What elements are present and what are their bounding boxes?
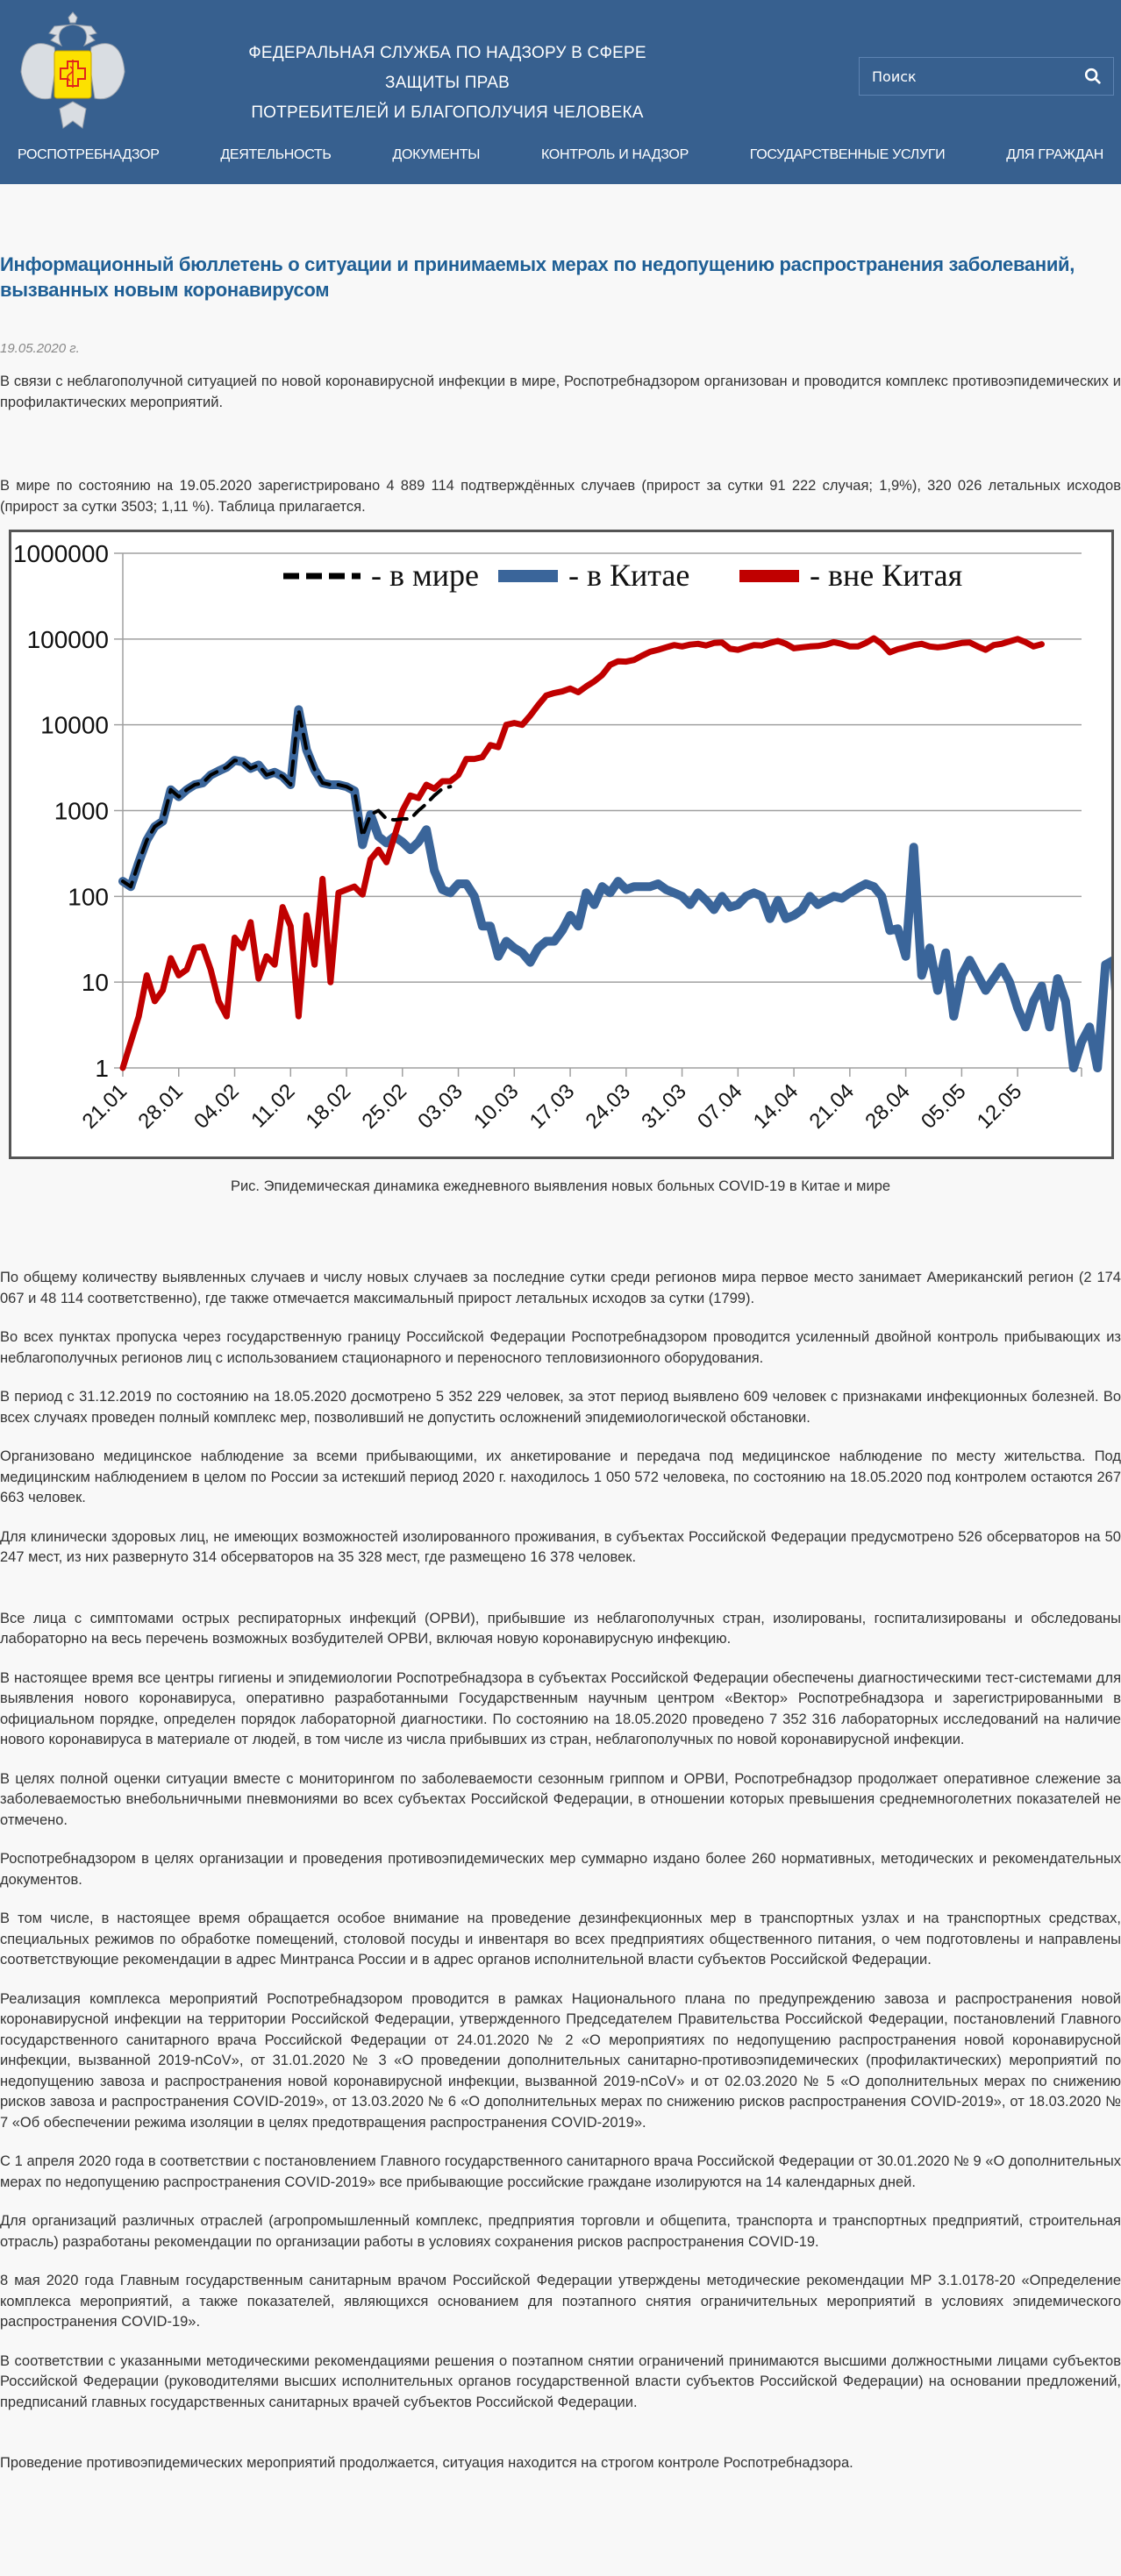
paragraph: Организовано медицинское наблюдение за всеми прибывающими, их анкетирование и передача под медицинское наблюдение по месту жительства. Под медицинским наблюдением в целом по России за истекший период 2020 г. находилось 1 050 572 человека, по состоянию на 18.05.2020 под контролем остаются 267 663 человек.	[0, 1448, 1121, 1505]
x-tick-label: 28.04	[860, 1079, 915, 1134]
x-tick-label: 14.04	[748, 1079, 803, 1134]
paragraph: Для клинически здоровых лиц, не имеющих возможностей изолированного проживания, в субъектах Российской Федерации предусмотрено 526 обсерваторов на 50 247 мест, из них развернуто 314 обсерваторов на 35 328 мест, где размещено 16 378 человек.	[0, 1528, 1121, 1565]
paragraph-intro: В связи с неблагополучной ситуацией по новой коронавирусной инфекции в мире, Роспотребнадзором организован и проводится комплекс противоэпидемических и профилактических мероприятий.	[0, 374, 1121, 410]
paragraph: С 1 апреля 2020 года в соответствии с постановлением Главного государственного санитарного врача Российской Федерации от 30.01.2020 № 9 «О дополнительных мерах по недопущению распространения COVID-2019» все прибывающие российские граждане изолируются на 14 календарных дней.	[0, 2153, 1121, 2190]
legend-label: - в мире	[371, 558, 480, 593]
x-tick-label: 18.02	[301, 1079, 356, 1134]
series-line-china	[123, 709, 1111, 1068]
search-box	[859, 57, 1114, 96]
article	[0, 184, 1121, 2501]
x-tick-label: 04.02	[189, 1079, 244, 1134]
chart-caption: Рис. Эпидемическая динамика ежедневного выявления новых больных COVID-19 в Китае и мире	[230, 1178, 891, 1194]
epidemic-chart	[9, 530, 1114, 1159]
x-tick-label: 24.03	[581, 1079, 636, 1134]
y-tick-label: 100000	[26, 625, 109, 653]
x-tick-label: 31.03	[637, 1079, 691, 1134]
site-header	[0, 0, 1121, 184]
x-tick-label: 03.03	[413, 1079, 468, 1134]
y-tick-label: 1000	[54, 797, 109, 825]
paragraph: В соответствии с указанными методическими рекомендациями решения о поэтапном снятии ограничений принимаются высшими должностными лицами субъектов Российской Федерации (руководителями высших исполнительных органов государственной власти субъектов Российской Федерации) на основании предложений, предписаний главных государственных санитарных врачей субъектов Российской Федерации.	[0, 2352, 1121, 2410]
x-tick-label: 07.04	[693, 1079, 747, 1134]
main-nav	[0, 147, 1121, 163]
paragraph: Для организаций различных отраслей (агропромышленный комплекс, предприятия торговли и общепита, транспорта и транспортных предприятий, строительная отрасль) разработаны рекомендации по организации работы в условиях сохранения рисков распространения COVID-19.	[0, 2213, 1121, 2250]
y-tick-label: 10	[81, 969, 109, 997]
chart-svg	[11, 532, 1111, 1156]
paragraph: Все лица с симптомами острых респираторных инфекций (ОРВИ), прибывшие из неблагополучных стран, изолированы, госпитализированы и обследованы лабораторно на весь перечень возможных возбудителей ОРВИ, включая новую коронавирусную инфекцию.	[0, 1610, 1121, 1647]
paragraph: Реализация комплекса мероприятий Роспотребнадзором проводится в рамках Национального плана по предупреждению завоза и распространения новой коронавирусной инфекции на территории Российской Федерации, утвержденного Председателем Правительства Российской Федерации, постановлений Главного государственного санитарного врача Российской Федерации от 24.01.2020 № 2 «О мероприятиях по недопущению распространения новой коронавирусной инфекции, вызванной 2019-nCoV», от 31.01.2020 № 3 «О проведении дополнительных санитарно-противоэпидемических (профилактических) мероприятий по недопущению завоза и распространения новой коронавирусной инфекции, вызванной 2019-nCoV» и от 02.03.2020 № 5 «О дополнительных мерах по снижению рисков завоза и распространения COVID-2019», от 13.03.2020 № 6 «О дополнительных мерах по снижению рисков распространения COVID-2019», от 18.03.2020 № 7 «Об обеспечении режима изоляции в целях предотвращения распространения COVID-2019».	[0, 1990, 1121, 2131]
x-tick-label: 25.02	[357, 1079, 412, 1134]
paragraph-world-stats: В мире по состоянию на 19.05.2020 зарегистрировано 4 889 114 подтверждённых случаев (прирост за сутки 91 222 случая; 1,9%), 320 026 летальных исходов (прирост за сутки 3503; 1,11 %). Таблица прилагается.	[0, 478, 1121, 515]
x-tick-label: 28.01	[133, 1079, 189, 1134]
nav-item-citizens[interactable]: ДЛЯ ГРАЖДАН	[1006, 147, 1103, 162]
y-tick-label: 100	[68, 883, 109, 911]
paragraph: В период с 31.12.2019 по состоянию на 18.05.2020 досмотрено 5 352 229 человек, за этот период выявлено 609 человек с признаками инфекционных болезней. Во всех случаях проведен полный комплекс мер, позволивший не допустить осложнений эпидемиологической обстановки.	[0, 1389, 1121, 1426]
x-tick-label: 12.05	[972, 1079, 1027, 1134]
nav-item-rospotrebnadzor[interactable]: РОСПОТРЕБНАДЗОР	[18, 147, 160, 162]
publish-date: 19.05.2020 г.	[0, 341, 80, 356]
org-title-line-2: ПОТРЕБИТЕЛЕЙ И БЛАГОПОЛУЧИЯ ЧЕЛОВЕКА	[251, 103, 644, 122]
emblem-icon[interactable]	[16, 11, 130, 133]
x-tick-label: 21.04	[804, 1079, 860, 1134]
page-title: Информационный бюллетень о ситуации и принимаемых мерах по недопущению распространения заболеваний, вызванных новым коронавирусом	[0, 253, 1075, 301]
x-tick-label: 17.03	[525, 1079, 580, 1134]
x-tick-label: 11.02	[246, 1079, 300, 1133]
y-tick-label: 1	[95, 1055, 109, 1082]
paragraph: В том числе, в настоящее время обращается особое внимание на проведение дезинфекционных мер в транспортных узлах и на транспортных средствах, специальных режимов по обработке помещений, столовой посуды и инвентаря во всех предприятиях общественного питания, о чем подготовлены и направлены соответствующие рекомендации в адрес Минтранса России и в адрес органов исполнительной власти субъектов Российской Федерации.	[0, 1911, 1121, 1968]
search-icon[interactable]	[1083, 67, 1103, 86]
legend-label: - вне Китая	[810, 558, 963, 593]
search-input[interactable]	[870, 68, 1083, 86]
nav-item-documents[interactable]: ДОКУМЕНТЫ	[392, 147, 481, 162]
org-title	[219, 39, 675, 128]
x-tick-label: 10.03	[468, 1079, 524, 1134]
legend-label: - в Китае	[568, 558, 690, 593]
x-tick-label: 21.01	[77, 1079, 132, 1134]
paragraph: 8 мая 2020 года Главным государственным санитарным врачом Российской Федерации утверждены методические рекомендации МР 3.1.0178-20 «Определение комплекса мероприятий, а также показателей, являющихся основанием для поэтапного снятия ограничительных мероприятий в условиях эпидемического распространения COVID-19».	[0, 2273, 1121, 2330]
paragraph: Во всех пунктах пропуска через государственную границу Российской Федерации Роспотребнадзором проводится усиленный двойной контроль прибывающих из неблагополучных регионов лиц с использованием стационарного и переносного тепловизионного оборудования.	[0, 1329, 1121, 1366]
org-title-line-1: ФЕДЕРАЛЬНАЯ СЛУЖБА ПО НАДЗОРУ В СФЕРЕ ЗАЩИТЫ ПРАВ	[248, 44, 646, 92]
paragraph: В целях полной оценки ситуации вместе с мониторингом по заболеваемости сезонным гриппом и ОРВИ, Роспотребнадзор продолжает оперативное слежение за заболеваемостью внебольничными пневмониями во всех субъектах Российской Федерации, в отношении которых превышения среднемноголетних показателей не отмечено.	[0, 1770, 1121, 1828]
nav-item-control[interactable]: КОНТРОЛЬ И НАДЗОР	[540, 147, 689, 162]
nav-item-activity[interactable]: ДЕЯТЕЛЬНОСТЬ	[220, 147, 332, 162]
series-line-outside-china	[123, 638, 1042, 1068]
x-tick-label: 05.05	[917, 1079, 971, 1134]
nav-item-gov-services[interactable]: ГОСУДАРСТВЕННЫЕ УСЛУГИ	[749, 147, 946, 162]
article-body	[0, 1268, 1121, 2474]
paragraph: Роспотребнадзором в целях организации и проведения противоэпидемических мер суммарно издано более 260 нормативных, методических и рекомендательных документов.	[0, 1851, 1121, 1888]
paragraph: В настоящее время все центры гигиены и эпидемиологии Роспотребнадзора в субъектах Российской Федерации обеспечены диагностическими тест-системами для выявления нового коронавируса, оперативно разработанными Государственным научным центром «Вектор» Роспотребнадзора и зарегистрированными в официальном порядке, определен порядок лабораторной диагностики. По состоянию на 18.05.2020 проведено 7 352 316 лабораторных исследований на наличие нового коронавируса в материале от людей, в том числе из числа прибывших из стран, неблагополучных по новой коронавирусной инфекции.	[0, 1669, 1121, 1747]
paragraph: По общему количеству выявленных случаев и числу новых случаев за последние сутки среди регионов мира первое место занимает Американский регион (2 174 067 и 48 114 соответственно), где также отмечается максимальный прирост летальных исходов за сутки (1799).	[0, 1270, 1121, 1306]
y-tick-label: 10000	[40, 711, 109, 739]
paragraph-closing: Проведение противоэпидемических мероприятий продолжается, ситуация находится на строгом контроле Роспотребнадзора.	[0, 2455, 853, 2471]
y-tick-label: 1000000	[12, 540, 109, 567]
